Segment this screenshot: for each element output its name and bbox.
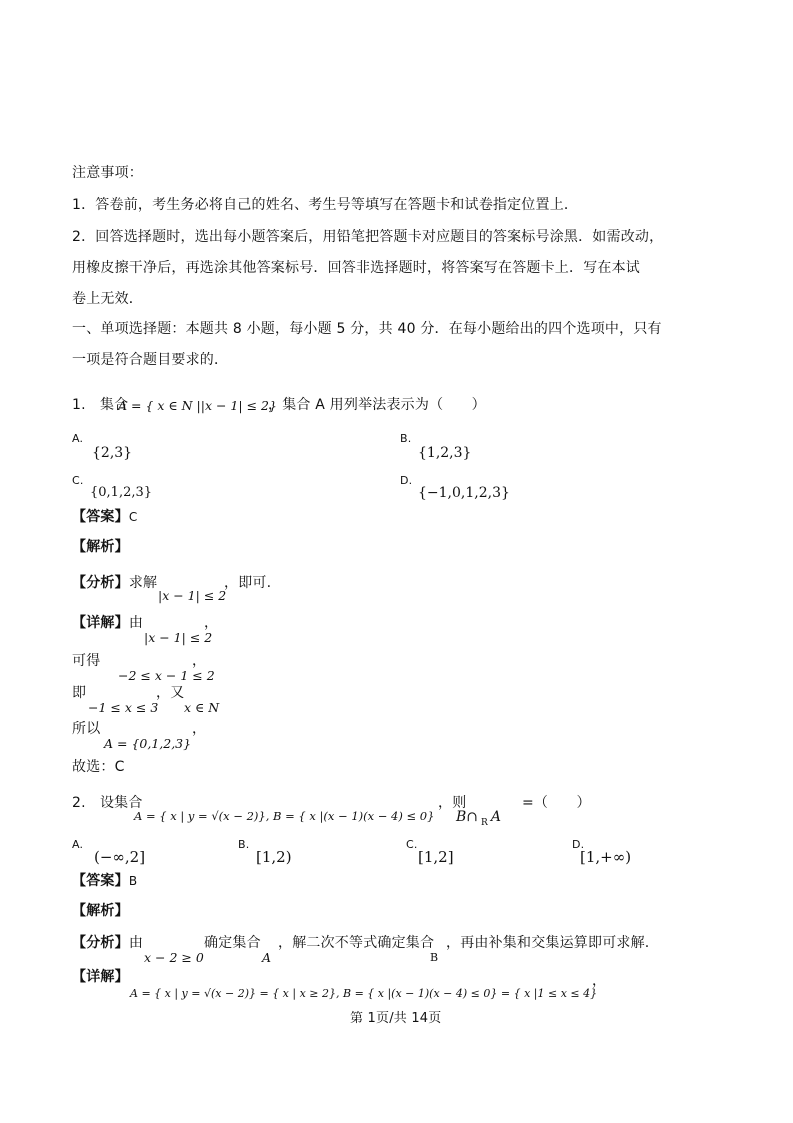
notice-item-1: 1．答卷前，考生务必将自己的姓名、考生号等填写在答题卡和试卷指定位置上． bbox=[72, 197, 579, 213]
q1-fenxi-math: |x − 1| ≤ 2 bbox=[158, 588, 227, 603]
q1-fenxi-text-b: ，即可. bbox=[224, 575, 272, 591]
q1-option-d-value: {−1,0,1,2,3} bbox=[418, 485, 510, 501]
q1-ji-you: ，又 bbox=[156, 685, 185, 701]
q1-kede: 可得 bbox=[72, 653, 101, 669]
q2-fenxi-a: A bbox=[262, 950, 272, 965]
q2-option-b-value: [1,2) bbox=[256, 848, 292, 866]
q1-option-a-label: A. bbox=[72, 432, 84, 445]
q2-analysis-label: 【解析】 bbox=[72, 903, 129, 919]
notice-item-2-line-2: 用橡皮擦干净后，再选涂其他答案标号．回答非选择题时，将答案写在答题卡上．写在本试 bbox=[72, 260, 640, 276]
notice-item-2-line-1: 2．回答选择题时，选出每小题答案后，用铅笔把答题卡对应题目的答案标号涂黑．如需改动， bbox=[72, 229, 664, 245]
q1-detail-comma: ， bbox=[204, 615, 219, 631]
q1-suoyi-comma: ， bbox=[192, 721, 207, 737]
q1-suffix: ，集合 A 用列举法表示为（ ） bbox=[268, 397, 486, 413]
q1-suoyi: 所以 bbox=[72, 721, 101, 737]
answer-label: 【答案】 bbox=[72, 509, 129, 525]
q2-fenxi-b: B bbox=[430, 951, 439, 964]
q1-ji: 即 bbox=[72, 685, 87, 701]
fenxi-text-a: 求解 bbox=[128, 575, 158, 591]
q2-answer bbox=[72, 872, 137, 890]
q1-answer bbox=[72, 508, 137, 526]
q2-expression bbox=[456, 808, 501, 828]
q2-eq: =（ ） bbox=[522, 795, 591, 811]
q1-guxuan: 故选：C bbox=[72, 759, 125, 775]
q1-detail bbox=[72, 614, 143, 632]
q1-option-c-label: C. bbox=[72, 474, 84, 487]
q2-fenxi-math: x − 2 ≥ 0 bbox=[144, 950, 204, 965]
q1-suoyi-math: A = {0,1,2,3} bbox=[104, 736, 192, 751]
q1-prefix: 1. 集合 bbox=[72, 397, 129, 413]
q1-set-definition: A = { x ∈ N ||x − 1| ≤ 2} bbox=[118, 398, 277, 413]
q2-expr-b-cap: B∩ bbox=[456, 809, 479, 825]
q1-option-b-label: B. bbox=[400, 432, 412, 445]
q1-ji-math-2: x ∈ N bbox=[184, 700, 220, 715]
fenxi-label: 【分析】 bbox=[72, 935, 129, 951]
q1-option-b-value: {1,2,3} bbox=[418, 445, 472, 461]
section-heading-line-2: 一项是符合题目要求的． bbox=[72, 352, 229, 368]
fenxi-label: 【分析】 bbox=[72, 575, 129, 591]
q2-ze: ，则 bbox=[438, 795, 467, 811]
q1-analysis-label: 【解析】 bbox=[72, 539, 129, 555]
answer-label: 【答案】 bbox=[72, 873, 129, 889]
detail-text: 由 bbox=[128, 615, 144, 631]
notice-title: 注意事项： bbox=[72, 165, 143, 181]
q1-option-c-value: {0,1,2,3} bbox=[90, 485, 153, 500]
notice-item-2-line-3: 卷上无效． bbox=[72, 291, 143, 307]
q2-expr-a: A bbox=[490, 809, 501, 825]
q2-prefix: 2. 设集合 bbox=[72, 795, 143, 811]
q1-ji-math: −1 ≤ x ≤ 3 bbox=[88, 700, 159, 715]
section-heading-line-1: 一、单项选择题：本题共 8 小题，每小题 5 分，共 40 分．在每小题给出的四个选项中，只有 bbox=[72, 321, 662, 337]
fenxi-text-a: 由 bbox=[128, 935, 144, 951]
q1-detail-math: |x − 1| ≤ 2 bbox=[144, 630, 213, 645]
q2-detail-label: 【详解】 bbox=[72, 969, 129, 985]
answer-value: C bbox=[128, 510, 138, 524]
q2-fenxi bbox=[72, 934, 143, 952]
q2-option-d-value: [1,+∞) bbox=[580, 848, 632, 866]
q2-fenxi-text-d: ，再由补集和交集运算即可求解. bbox=[446, 935, 650, 951]
q1-kede-math: −2 ≤ x − 1 ≤ 2 bbox=[118, 668, 215, 683]
q2-fenxi-text-b: 确定集合 bbox=[204, 935, 261, 951]
detail-label: 【详解】 bbox=[72, 615, 129, 631]
q2-detail-math: A = { x | y = √(x − 2)} = { x | x ≥ 2}, B = { x |(x − 1)(x − 4) ≤ 0} = { x |1 ≤ x ≤ 4} bbox=[130, 987, 598, 1000]
q2-fenxi-text-c: ，解二次不等式确定集合 bbox=[278, 935, 435, 951]
q2-option-a-label: A. bbox=[72, 838, 84, 851]
page-footer: 第 1页/共 14页 bbox=[350, 1011, 442, 1026]
q2-option-c-label: C. bbox=[406, 838, 418, 851]
q2-option-d-label: D. bbox=[572, 838, 585, 851]
q2-option-a-value: (−∞,2] bbox=[94, 848, 146, 866]
answer-value: B bbox=[128, 874, 138, 888]
q2-expr-subscript: R bbox=[481, 818, 488, 828]
q2-set-definition: A = { x | y = √(x − 2)}, B = { x |(x − 1)(x − 4) ≤ 0} bbox=[134, 809, 435, 823]
q1-option-d-label: D. bbox=[400, 474, 413, 487]
q1-option-a-value: {2,3} bbox=[92, 445, 133, 461]
q2-option-c-value: [1,2] bbox=[418, 848, 454, 866]
q1-kede-comma: ， bbox=[192, 653, 207, 669]
q1-fenxi bbox=[72, 574, 157, 592]
q2-detail-comma: ， bbox=[592, 973, 607, 989]
q2-option-b-label: B. bbox=[238, 838, 250, 851]
